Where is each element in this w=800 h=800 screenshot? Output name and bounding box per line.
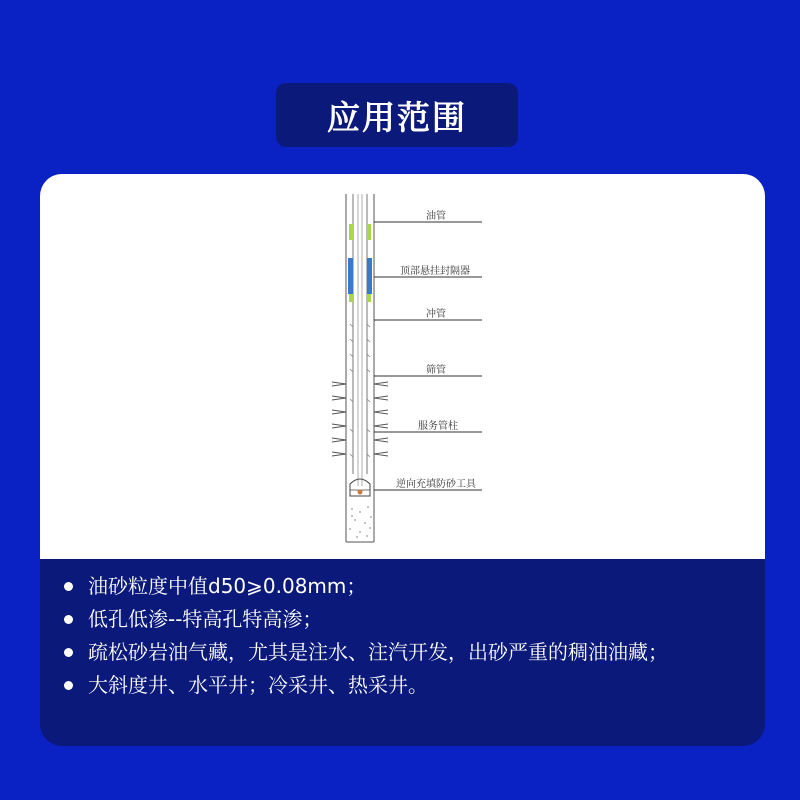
list-item-text: 疏松砂岩油气藏，尤其是注水、注汽开发，出砂严重的稠油油藏； xyxy=(88,640,668,664)
bullet-icon xyxy=(64,615,73,624)
bullet-icon xyxy=(64,681,73,690)
title-box xyxy=(276,83,518,147)
packer-left xyxy=(348,258,353,294)
bullet-icon xyxy=(64,582,73,591)
list-item-text: 油砂粒度中值d50⩾0.08mm； xyxy=(88,574,367,598)
label-service-string: 服务管柱 xyxy=(418,421,458,432)
label-screen: 筛管 xyxy=(426,365,446,376)
well-diagram xyxy=(40,174,765,559)
application-list xyxy=(40,570,765,702)
list-item-text: 大斜度井、水平井；冷采井、热采井。 xyxy=(88,673,428,697)
tool-marker xyxy=(358,490,363,495)
sand-fill xyxy=(349,506,372,538)
tubing-green-left xyxy=(349,224,353,240)
packer-right xyxy=(367,258,372,294)
list-item xyxy=(40,669,765,702)
content-card xyxy=(40,174,765,746)
well-diagram-svg xyxy=(40,174,765,559)
page-title: 应用范围 xyxy=(327,97,467,137)
label-top-packer: 顶部悬挂封隔器 xyxy=(400,266,470,277)
label-tubing: 油管 xyxy=(426,211,446,222)
leader-lines xyxy=(374,222,482,490)
list-item xyxy=(40,570,765,603)
list-item xyxy=(40,603,765,636)
label-wash-pipe: 冲管 xyxy=(426,309,446,320)
bullet-icon xyxy=(64,648,73,657)
label-sand-control-tool: 逆向充填防砂工具 xyxy=(396,479,476,490)
list-item xyxy=(40,636,765,669)
list-item-text: 低孔低渗--特高孔特高渗； xyxy=(88,607,323,631)
tubing-green-right xyxy=(367,224,371,240)
perforations xyxy=(332,382,388,456)
